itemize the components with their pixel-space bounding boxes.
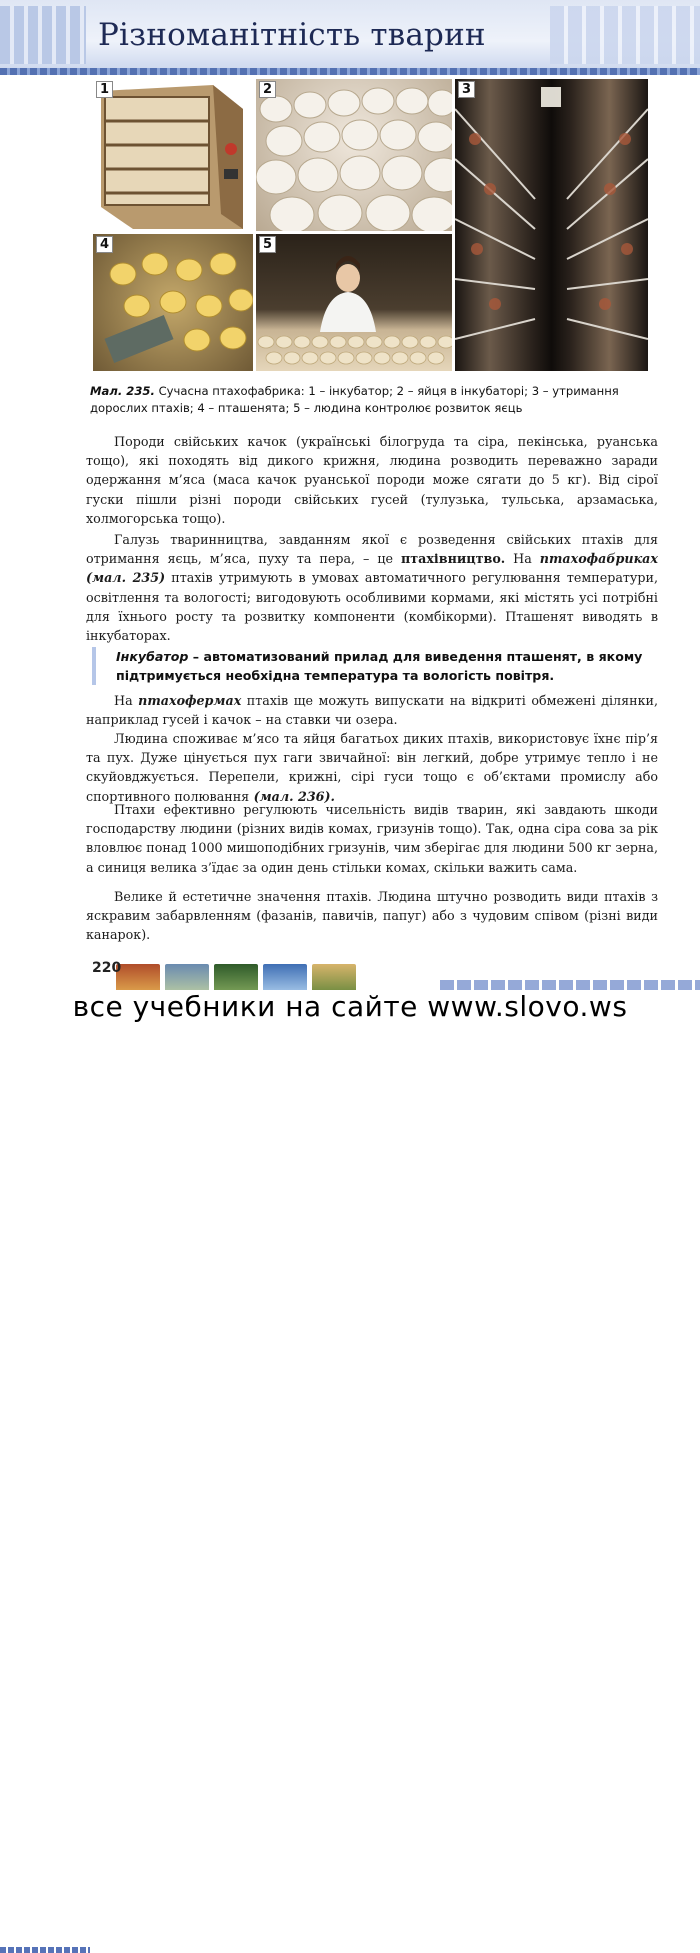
figure-reference: (мал. 235) xyxy=(86,570,166,586)
paragraph-text: Галузь тваринництва, завданням якої є розведення свійських птахів для отримання яєць, м’яса, пуху та пера, – це xyxy=(86,532,658,567)
caption-text: Сучасна птахофабрика: 1 – інкубатор; 2 – яйця в інкубаторі; 3 – утримання дорослих птахів; 4 – пташенята; 5 – людина контролює розвиток яєць xyxy=(90,384,619,415)
incubator-illustration xyxy=(93,79,253,231)
definition-term: Інкубатор xyxy=(116,649,189,664)
term-poultry-factories: птахофабриках xyxy=(539,551,658,567)
paragraph-poultry-farming xyxy=(86,530,658,645)
photo-collage xyxy=(93,79,648,371)
page-title: Різноманітність тварин xyxy=(98,17,486,53)
figure-reference: (мал. 236). xyxy=(249,788,335,804)
egg-inspection-illustration xyxy=(256,234,452,371)
paragraph-domestic-ducks xyxy=(86,432,658,528)
page-header xyxy=(0,0,700,75)
paragraph-pest-control xyxy=(86,800,658,877)
eggs-illustration xyxy=(256,79,452,231)
photo-chicks xyxy=(93,234,253,371)
photo-label: 5 xyxy=(259,236,276,253)
photo-label: 2 xyxy=(259,81,276,98)
paragraph-wild-birds-use xyxy=(86,729,658,806)
photo-egg-inspection xyxy=(256,234,452,371)
paragraph-poultry-farms xyxy=(86,691,658,729)
definition-text: – автоматизований прилад для виведення пташенят, в якому підтримується необхідна температура та вологість повітря. xyxy=(116,649,643,683)
photo-adult-birds-cages xyxy=(455,79,648,371)
paragraph-text: Птахи ефективно регулюють чисельність видів тварин, які завдають шкоди господарству людини (різних видів комах, гризунів тощо). Так, одна сіра сова за рік вловлює понад 1000 мишоподібних гризунів, чим зберігає для людини 500 кг зерна, а синиця велика з’їдає за один день стільки комах, скільки важить сама. xyxy=(86,802,658,875)
photo-eggs-in-incubator xyxy=(256,79,452,231)
definition-box xyxy=(92,647,658,685)
term-poultry: птахівництво. xyxy=(401,551,506,567)
paragraph-text: Велике й естетичне значення птахів. Людина штучно розводить види птахів з яскравим забарвленням (фазанів, павичів, папуг) або з чудовим співом (різні види канарок). xyxy=(86,889,658,943)
term-poultry-farms: птахофермах xyxy=(138,693,242,708)
paragraph-text: Людина споживає м’ясо та яйця багатьох диких птахів, використовує їхнє пір’я та пух. Дуже цінується пух гаги звичайної: він легкий, добре утримує тепло і не скуйовджується. Перепели, крижні, сірі гуси тощо є об’єктами промислу або спортивного полювання xyxy=(86,731,658,804)
photo-label: 4 xyxy=(96,236,113,253)
paragraph-aesthetic-value xyxy=(86,887,658,945)
header-decoration-right xyxy=(550,6,700,64)
photo-label: 1 xyxy=(96,81,113,98)
paragraph-text: птахів утримують в умовах автоматичного регулювання температури, освітлення та вологості; вигодовують особливими кормами, які містять усі потрібні для їхнього росту та розвитку компоненти (комбікорми). Пташенят виводять в інкубаторах. xyxy=(86,570,658,644)
site-watermark: все учебники на сайте www.slovo.ws xyxy=(0,990,700,1023)
paragraph-text: птахів ще можуть випускати на відкриті обмежені ділянки, наприклад гусей і качок – на ставки чи озера. xyxy=(86,693,658,728)
figure-caption xyxy=(90,383,655,417)
page-number: 220 xyxy=(92,960,122,976)
photo-label: 3 xyxy=(458,81,475,98)
paragraph-text: На xyxy=(114,693,139,708)
paragraph-text: Породи свійських качок (українські білогруда та сіра, пекінська, руанська тощо), які походять від дикого крижня, людина розводить переважно заради одержання м’яса (маса качок руанської породи може сягати до 5 кг). Від сірої гуски пішли різні породи свійських гусей (тулузька, тульська, арзамаська, холмогорська тощо). xyxy=(86,434,658,526)
caption-lead: Мал. 235. xyxy=(90,384,155,398)
footer-dots xyxy=(0,1947,90,1953)
header-decoration-left xyxy=(0,6,86,64)
photo-incubator xyxy=(93,79,253,231)
header-stripe xyxy=(0,68,700,75)
chicks-illustration xyxy=(93,234,253,371)
cages-illustration xyxy=(455,79,648,371)
paragraph-text: На xyxy=(505,551,540,567)
